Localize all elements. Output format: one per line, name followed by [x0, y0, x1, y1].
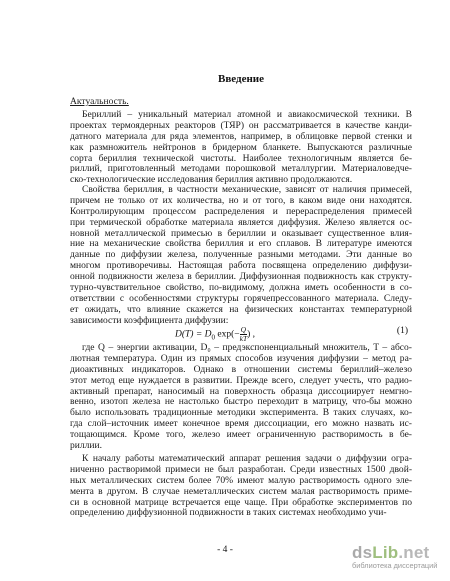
- formula-lhs-sub: 0: [211, 333, 215, 342]
- text-line: определению диффузионной подвижности в таких системах необходимо учи-: [70, 507, 387, 519]
- text-line: зависимости коэффициента диффузии:: [70, 314, 229, 326]
- logo-ds: ds: [352, 543, 373, 562]
- text-line: мента в другом. В случае неметаллических систем малая растворимость приме-: [70, 486, 412, 497]
- page-number: - 4 -: [217, 545, 233, 555]
- text-line: К началу работы математический аппарат решения задачи о диффузии огра-: [82, 454, 412, 464]
- paragraph-4: [70, 454, 412, 519]
- document-title: Введение: [217, 73, 265, 85]
- formula-close: ) ,: [247, 329, 256, 340]
- text-line: ных металлических систем более 70% имеют малую растворимость одного эле-: [70, 475, 412, 486]
- text-line: где Q – энергии активации, D₀ – предэкспоненциальный множитель, T – абсо-: [82, 343, 412, 353]
- text-line: риллии.: [70, 440, 103, 452]
- text-line: диоактивных индикаторов. Однако в отношении системы бериллий–железо: [70, 364, 412, 375]
- dslib-watermark[interactable]: [352, 544, 444, 577]
- text-line: ет ожидать, что влияние скажется на физических константах температурной: [70, 304, 412, 315]
- text-line: этот метод еще нуждается в развитии. Прежде всего, следует учесть, что радио-: [70, 375, 412, 386]
- paragraph-3: [70, 343, 412, 452]
- formula-denominator: kT: [239, 334, 248, 343]
- text-line: онной подвижности железа в бериллии. Диффузионная подвижность как структу-: [70, 272, 412, 283]
- logo-net: .net: [398, 543, 430, 562]
- text-line: ско-технологические исследования бериллия активно продолжаются.: [70, 174, 353, 186]
- text-line: риллий, приготовленный методами порошковой металлургии. Материаловедче-: [70, 164, 412, 175]
- formula-fraction: [240, 326, 248, 343]
- text-line: гда слой–источник имеет конечное время диссоциации, его можно назвать ис-: [70, 419, 412, 430]
- formula-number: (1): [396, 326, 408, 336]
- text-line: Свойства бериллия, в частности механические, зависят от наличия примесей,: [82, 185, 412, 195]
- text-line: сорта бериллия технической чистоты. Наиболее технологичным является бе-: [70, 153, 412, 164]
- text-line: при термической обработке материала является диффузия. Железо является ос-: [70, 217, 412, 228]
- text-line: проектах термоядерных реакторов (ТЯР) он рассматривается в качестве канди-: [70, 120, 412, 131]
- text-line: венно, изотоп железа не настолько быстро переходит в матрицу, что-бы можно: [70, 397, 412, 408]
- text-line: ниченно растворимой примеси не был разработан. Среди известных 1500 двой-: [70, 464, 412, 475]
- text-line: многом противоречивы. Настоящая работа посвящена определению диффузи-: [70, 261, 412, 272]
- text-line: Бериллий – уникальный материал атомной и авиакосмической техники. В: [82, 110, 412, 120]
- text-line: Контролирующим процессом распределения и перераспределения примесей: [70, 206, 412, 217]
- text-line: датного материала для ряда элементов, например, в облицовке первой стенки и: [70, 131, 412, 142]
- section-subtitle: Актуальность.: [70, 96, 129, 107]
- text-line: как размножитель нейтронов в бридерном бланкете. Выпускаются различные: [70, 142, 412, 153]
- text-line: лютная температура. Один из прямых способов изучения диффузии – метод ра-: [70, 353, 412, 364]
- watermark-caption: библиотека диссертаций: [352, 561, 438, 570]
- text-line: новной металлической примесью в бериллии и оказывает существенное влия-: [70, 228, 412, 239]
- diffusion-formula: [70, 322, 412, 343]
- text-line: данные по диффузии железа, полученные разными методами. Эти данные во: [70, 250, 412, 261]
- text-line: тощающимся. Кроме того, железо имеет ограниченную растворимость в бе-: [70, 430, 412, 441]
- text-line: причем не только от их количества, но и от того, в каком виде они находятся.: [70, 195, 412, 206]
- text-line: си в основной матрице встречается еще чаще. При обработке экспериментов по: [70, 497, 412, 508]
- dslib-logo: [352, 544, 444, 561]
- text-line: ответствии с особенностями структуры горячепрессованного материала. Следу-: [70, 293, 412, 304]
- formula-exp: exp(−: [215, 329, 240, 340]
- text-line: было использовать традиционные методики эксперимента. В таких случаях, ко-: [70, 408, 412, 419]
- text-line: активный препарат, наносимый на поверхность образца диссоциирует немгно-: [70, 386, 412, 397]
- paragraph-1: [70, 110, 412, 186]
- text-line: турно-чувствительное свойство, по-видимому, должна иметь особенности в со-: [70, 283, 412, 294]
- logo-lib: Lib: [372, 543, 399, 562]
- formula-numerator: Q: [240, 325, 247, 334]
- formula-lhs: D(T) = D: [175, 329, 212, 340]
- paragraph-2: [70, 185, 412, 327]
- text-line: ние на механические свойства бериллия и его сплавов. В литературе имеются: [70, 239, 412, 250]
